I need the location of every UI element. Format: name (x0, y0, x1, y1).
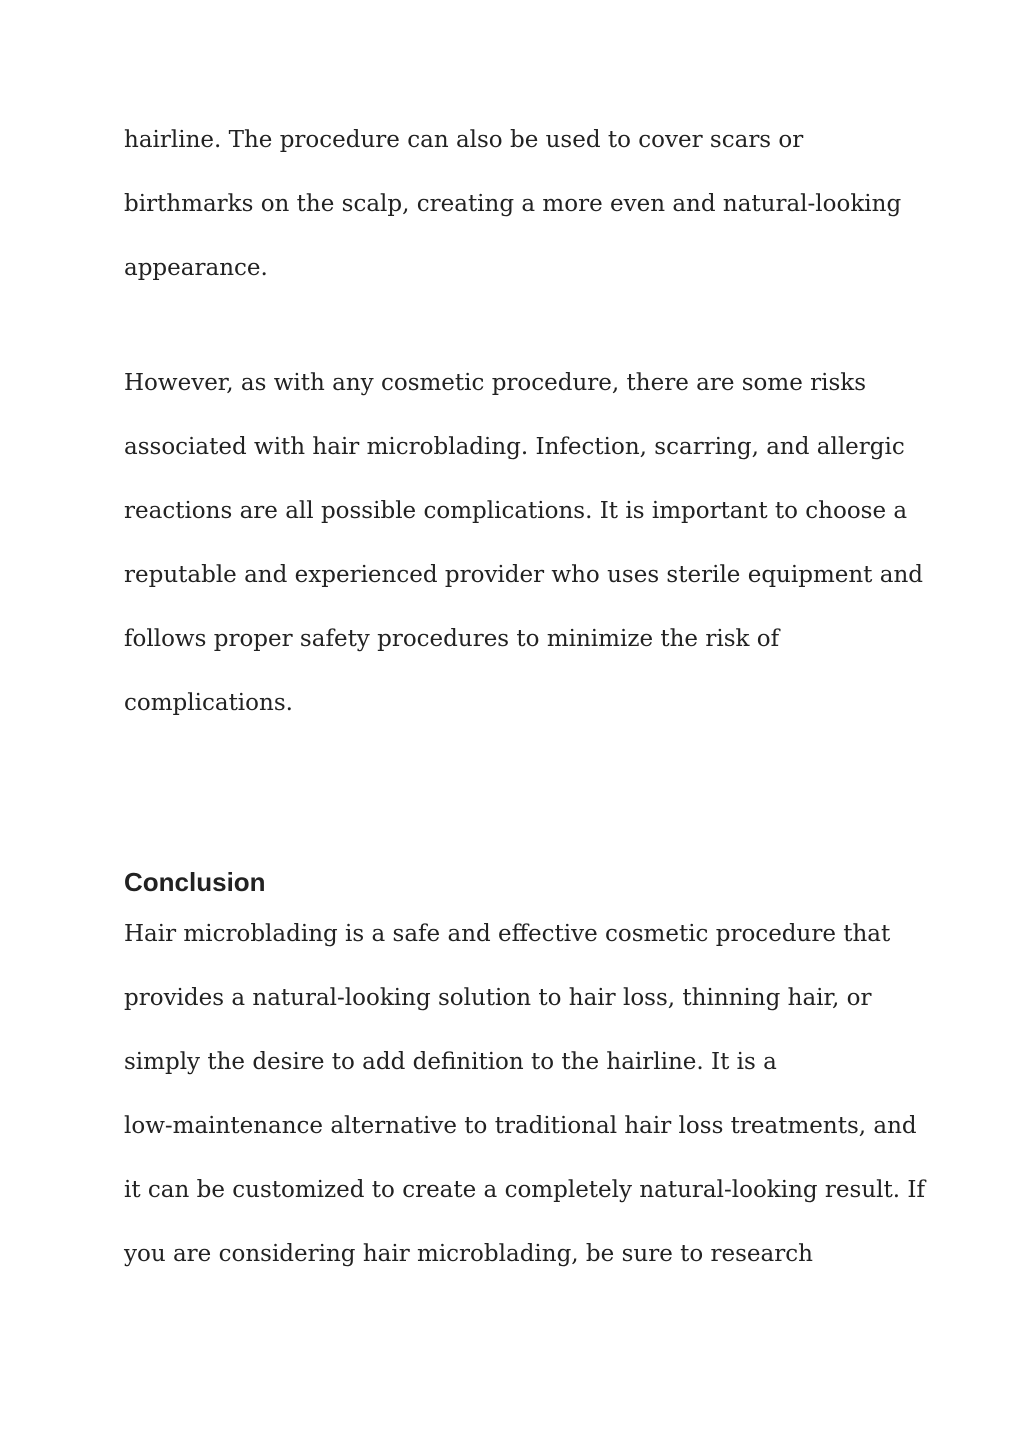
text-line: low-maintenance alternative to traditional hair loss treatments, and (124, 1113, 917, 1139)
paragraph-2 (124, 351, 923, 735)
paragraph-1 (124, 108, 914, 300)
document-body (124, 108, 925, 1286)
text-line: you are considering hair microblading, be sure to research (124, 1241, 813, 1267)
text-line: provides a natural-looking solution to hair loss, thinning hair, or (124, 985, 872, 1011)
text-line: simply the desire to add definition to the hairline. It is a (124, 1049, 777, 1075)
text-line: reputable and experienced provider who uses sterile equipment and (124, 562, 923, 588)
text-line: follows proper safety procedures to minimize the risk of (124, 626, 780, 652)
section-spacer (124, 735, 914, 860)
text-line: hairline. The procedure can also be used to cover scars or (124, 127, 804, 153)
paragraph-spacer (124, 300, 914, 351)
section-heading: Conclusion (124, 867, 266, 897)
text-line: Hair microblading is a safe and effective cosmetic procedure that (124, 921, 891, 947)
text-line: associated with hair microblading. Infection, scarring, and allergic (124, 434, 905, 460)
text-line: complications. (124, 690, 293, 716)
text-line: birthmarks on the scalp, creating a more even and natural-looking (124, 191, 902, 217)
text-line: it can be customized to create a completely natural-looking result. If (124, 1177, 925, 1203)
text-line: appearance. (124, 255, 268, 281)
text-line: reactions are all possible complications. It is important to choose a (124, 498, 908, 524)
text-line: However, as with any cosmetic procedure, there are some risks (124, 370, 867, 396)
conclusion-section (124, 860, 925, 1286)
